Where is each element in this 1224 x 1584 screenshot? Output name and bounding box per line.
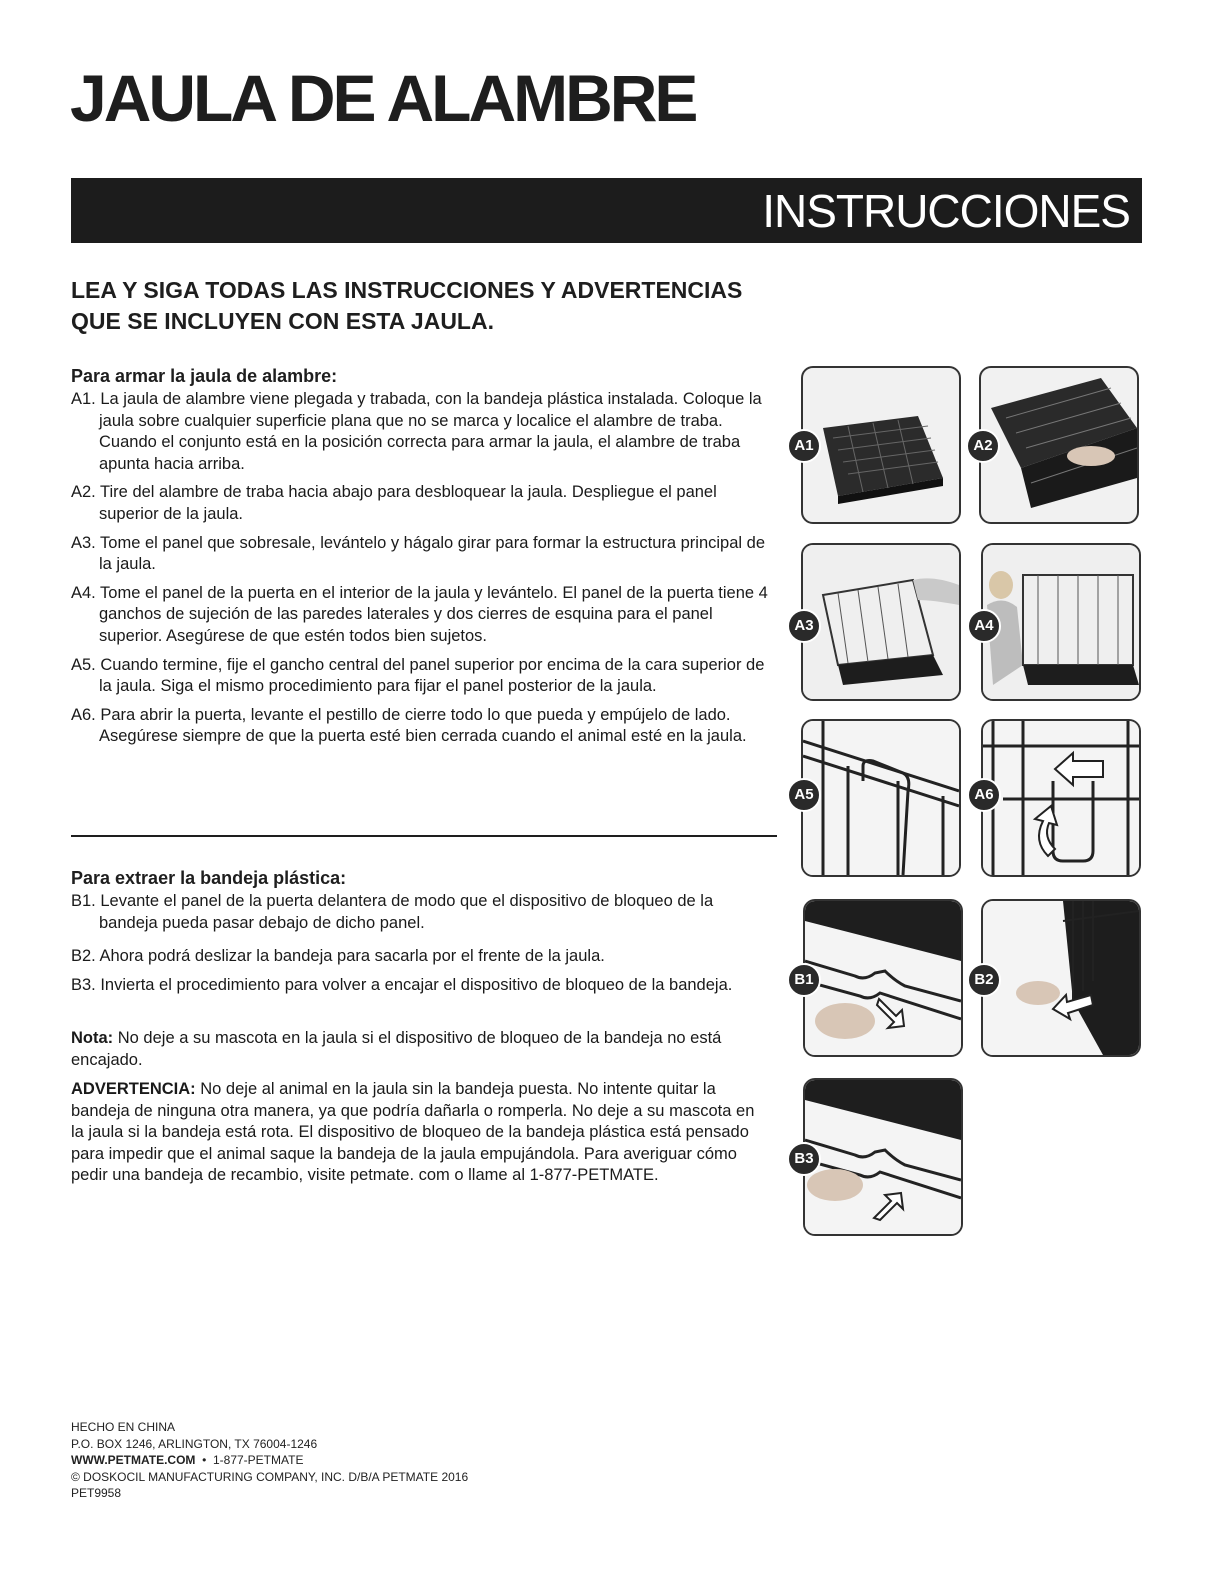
tray-title: Para extraer la bandeja plástica: <box>71 868 347 888</box>
step-a6: A6. Para abrir la puerta, levante el pestillo de cierre todo lo que pueda y empújelo de lado. Asegúrese siempre de que la puerta esté bien cerrada cuando el animal esté en la jaula. <box>71 705 747 746</box>
footer-origin: HECHO EN CHINA <box>71 1420 176 1434</box>
note-label: Nota: <box>71 1029 114 1047</box>
footer-copyright: © DOSKOCIL MANUFACTURING COMPANY, INC. D/B/A PETMATE 2016 <box>71 1469 469 1484</box>
figure-a1-image <box>801 366 961 524</box>
step-a1: A1. La jaula de alambre viene plegada y trabada, con la bandeja plástica instalada. Coloque la jaula sobre cualquier superficie plana que no se marca y localice el alambre de traba. Cuando el conjunto está en la posición correcta para armar la jaula, el alambre de traba apunta hacia arriba. <box>71 390 762 473</box>
step-b3: B3. Invierta el procedimiento para volver a encajar el dispositivo de bloqueo de la bandeja. <box>71 975 733 994</box>
step-b2: B2. Ahora podrá deslizar la bandeja para sacarla por el frente de la jaula. <box>71 947 605 966</box>
step-a4: A4. Tome el panel de la puerta en el interior de la jaula y levántelo. El panel de la puerta tiene 4 ganchos de sujeción de las paredes laterales y dos cierres de esquina para el panel superior. Asegúrese de que estén todos bien sujetos. <box>71 583 768 645</box>
banner-label: INSTRUCCIONES <box>762 185 1130 237</box>
figure-a2-badge: A2 <box>966 429 1000 463</box>
step-b1: B1. Levante el panel de la puerta delantera de modo que el dispositivo de bloqueo de la bandeja pueda pasar debajo de dicho panel. <box>71 892 714 932</box>
figure-a3-badge: A3 <box>787 609 821 643</box>
note-text: No deje a su mascota en la jaula si el dispositivo de bloqueo de la bandeja no está encajado. <box>71 1029 722 1069</box>
figure-a4-image <box>981 543 1141 701</box>
warning-text: No deje al animal en la jaula sin la bandeja puesta. No intente quitar la bandeja de ninguna otra manera, ya que podría dañarla o romperla. No deje a su mascota en la jaula si la bandeja está rota. El dispositivo de bloqueo de la bandeja plástica está pensado para impedir que el animal saque la bandeja de la jaula empujándola. Para averiguar cómo pedir una bandeja de recambio, visite petmate. com o llame al 1-877-PETMATE. <box>71 1080 755 1185</box>
tray-steps <box>71 891 771 1003</box>
figure-b2-image <box>981 899 1141 1057</box>
figure-b2-badge: B2 <box>967 963 1001 997</box>
footer-phone: 1-877-PETMATE <box>212 1453 304 1467</box>
warning-label: ADVERTENCIA: <box>71 1080 196 1098</box>
step-a5: A5. Cuando termine, fije el gancho central del panel superior por encima de la cara superior de la jaula. Siga el mismo procedimiento para fijar el panel posterior de la jaula. <box>71 655 765 696</box>
warning-paragraph <box>71 1079 771 1187</box>
figure-b3-image <box>803 1078 963 1236</box>
footer <box>71 1419 468 1502</box>
figure-a5-badge: A5 <box>787 778 821 812</box>
figure-a6-image <box>981 719 1141 877</box>
note-paragraph <box>71 1028 771 1071</box>
figure-a3-image <box>801 543 961 701</box>
figure-b1-image <box>803 899 963 1057</box>
section-divider <box>71 835 777 837</box>
footer-address: P.O. BOX 1246, ARLINGTON, TX 76004-1246 <box>71 1436 318 1451</box>
figure-a4-badge: A4 <box>967 609 1001 643</box>
footer-website[interactable]: WWW.PETMATE.COM <box>71 1453 196 1467</box>
warning-heading: LEA Y SIGA TODAS LAS INSTRUCCIONES Y ADVERTENCIAS QUE SE INCLUYEN CON ESTA JAULA. <box>71 277 743 334</box>
step-a2: A2. Tire del alambre de traba hacia abajo para desbloquear la jaula. Despliegue el panel superior de la jaula. <box>71 483 717 523</box>
assembly-steps <box>71 389 771 755</box>
assembly-title: Para armar la jaula de alambre: <box>71 366 338 386</box>
instructions-banner <box>71 178 1142 243</box>
page-title: JAULA DE ALAMBRE <box>70 61 696 135</box>
figure-b1-badge: B1 <box>787 963 821 997</box>
footer-product-code: PET9958 <box>71 1486 122 1500</box>
footer-contact <box>71 1452 468 1469</box>
figure-a2-image <box>979 366 1139 524</box>
figure-b3-badge: B3 <box>787 1142 821 1176</box>
step-a3: A3. Tome el panel que sobresale, levántelo y hágalo girar para formar la estructura principal de la jaula. <box>71 533 766 574</box>
figure-a6-badge: A6 <box>967 778 1001 812</box>
figure-a5-image <box>801 719 961 877</box>
footer-separator: • <box>195 1453 213 1467</box>
figure-a1-badge: A1 <box>787 429 821 463</box>
